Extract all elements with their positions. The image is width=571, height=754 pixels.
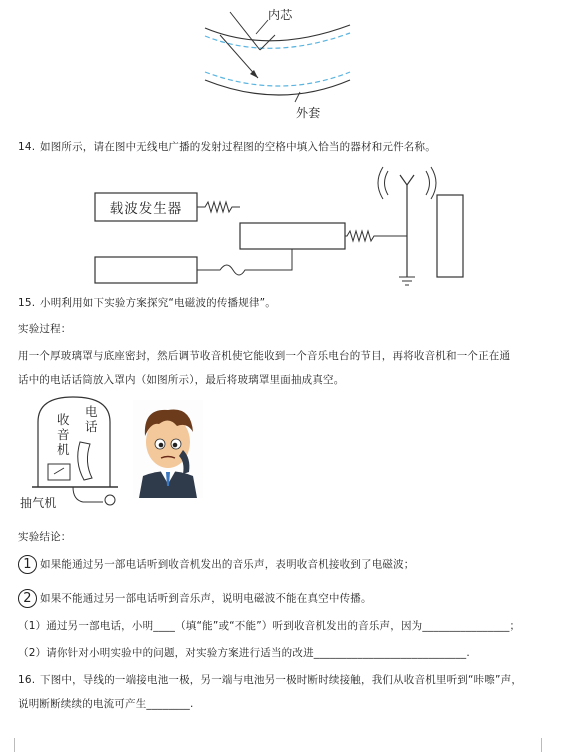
q15-process-line1: 用一个厚玻璃罩与底座密封，然后调节收音机使它能收到一个音乐电台的节目，再将收音机和一个正在通: [18, 350, 511, 362]
page-corner-mark-left: [0, 738, 15, 752]
q16-line2: 说明断断续续的电流可产生________.: [18, 698, 194, 710]
label-radio: 收音机: [57, 412, 70, 457]
carrier-generator-box: 载波发生器: [109, 201, 183, 217]
label-pump: 抽气机: [20, 496, 57, 510]
label-phone: 电话: [85, 404, 98, 434]
q15-sub2: （2）请你针对小明实验中的问题，对实验方案进行适当的改进____________________________.: [18, 647, 470, 659]
q15-text: 小明利用如下实验方案探究“电磁波的传播规律”。: [40, 297, 276, 309]
conclusion-1: [18, 555, 415, 574]
q15-sub1: （1）通过另一部电话，小明____（填“能”或“不能”）听到收音机发出的音乐声，因为________________；: [18, 620, 521, 632]
q15-process-line2: 话中的电话话筒放入罩内（如图所示），最后将玻璃罩里面抽成真空。: [18, 374, 345, 386]
q16-line1: 下图中，导线的一端接电池一极，另一端与电池另一极时断时续接触，我们从收音机里听到“咔嚓”声，: [40, 674, 523, 686]
fiber-label-outer: 外套: [296, 106, 321, 120]
q14-text: 如图所示，请在图中无线电广播的发射过程图的空格中填入恰当的器材和元件名称。: [40, 141, 436, 153]
q14-number: 14.: [18, 141, 36, 153]
circled-number-2: 2: [18, 589, 37, 608]
radio-transmission-diagram: [85, 165, 485, 290]
q15-number: 15.: [18, 297, 36, 309]
q15-conclusion-label: 实验结论：: [18, 531, 72, 543]
bell-jar-figure: [18, 392, 128, 512]
q15-process-label: 实验过程：: [18, 323, 72, 335]
cartoon-phone-user-image: [133, 400, 203, 498]
page-corner-mark-right: [541, 738, 556, 752]
fiber-label-inner: 内芯: [268, 8, 293, 22]
q16-number: 16.: [18, 674, 36, 686]
conclusion-1-text: 如果能通过另一部电话听到收音机发出的音乐声，表明收音机接收到了电磁波；: [40, 558, 415, 571]
conclusion-2-text: 如果不能通过另一部电话听到音乐声，说明电磁波不能在真空中传播。: [40, 592, 372, 605]
circled-number-1: 1: [18, 555, 37, 574]
conclusion-2: [18, 589, 372, 608]
